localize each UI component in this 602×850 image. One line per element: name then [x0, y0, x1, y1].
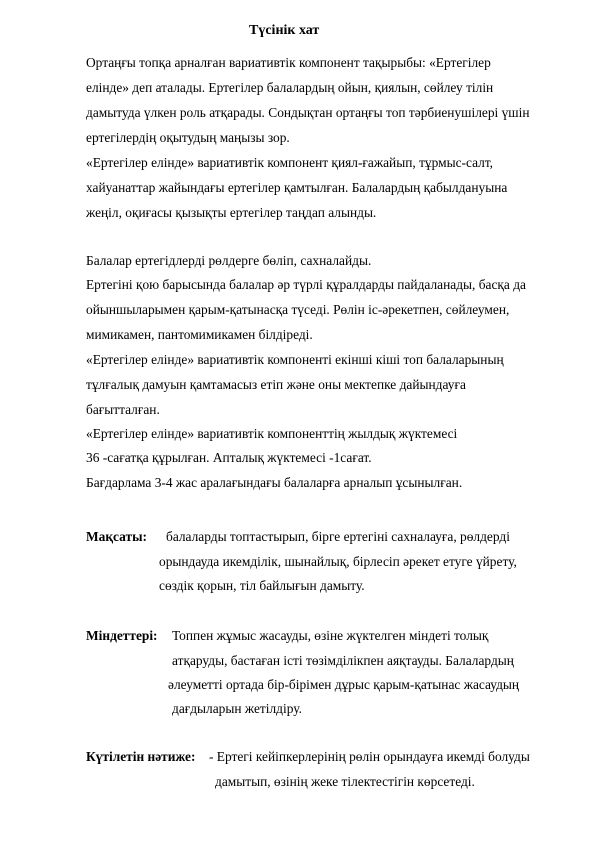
goal-line: балаларды топтастырып, бірге ертегіні сахналауға, рөлдерді — [166, 529, 510, 544]
intro-line: дамытуда үлкен роль атқарады. Сондықтан ортаңғы топ тәрбиенушілері үшін — [86, 105, 530, 120]
result-label: Күтілетін нәтиже: — [86, 749, 196, 764]
intro-line: Ортаңғы топқа арналған вариативтік компонент тақырыбы: «Ертегілер — [86, 55, 491, 70]
content-line: хайуанаттар жайындағы ертегілер қамтылған. Балалардың қабылдануына — [86, 180, 508, 195]
tasks-line: әлеуметті ортада бір-бірімен дұрыс қарым-қатынас жасаудың — [168, 677, 520, 692]
roles-line: мимикамен, пантомимикамен білдіреді. — [86, 327, 313, 342]
tasks-line: дағдыларын жетілдіру. — [172, 701, 302, 716]
roles-line: Бағдарлама 3-4 жас аралағындағы балаларға арналып ұсынылған. — [86, 475, 463, 490]
result-line: дамытып, өзінің жеке тілектестігін көрсетеді. — [215, 774, 475, 789]
goal-label: Мақсаты: — [86, 529, 147, 544]
roles-line: тұлғалық дамуын қамтамасыз етіп және оны мектепке дайындауға — [86, 377, 466, 392]
tasks-line: Топпен жұмыс жасауды, өзіне жүктелген міндеті толық — [172, 628, 489, 643]
roles-line: ойыншыларымен қарым-қатынасқа түседі. Рөлін іс-әрекетпен, сөйлеумен, — [86, 302, 510, 317]
roles-line: бағытталған. — [86, 402, 160, 417]
tasks-label: Міндеттері: — [86, 628, 158, 643]
goal-line: орындауда икемділік, шынайлық, бірлесіп әрекет етуге үйрету, — [159, 554, 517, 569]
roles-line: Балалар ертегідлерді рөлдерге бөліп, сахналайды. — [86, 253, 372, 268]
intro-line: ертегілердің оқытудың маңызы зор. — [86, 130, 290, 145]
roles-line: «Ертегілер елінде» вариативтік компоненттің жылдық жүктемесі — [86, 426, 458, 441]
content-line: жеңіл, оқиғасы қызықты ертегілер таңдап алынды. — [86, 205, 377, 220]
tasks-line: атқаруды, бастаған істі төзімділікпен аяқтауды. Балалардың — [172, 653, 514, 668]
intro-line: елінде» деп аталады. Ертегілер балалардың ойын, қиялын, сөйлеу тілін — [86, 80, 494, 95]
document-title: Түсінік хат — [249, 23, 320, 38]
goal-line: сөздік қорын, тіл байлығын дамыту. — [159, 578, 365, 593]
content-line: «Ертегілер елінде» вариативтік компонент қиял-ғажайып, тұрмыс-салт, — [86, 155, 494, 170]
roles-line: «Ертегілер елінде» вариативтік компоненті екінші кіші топ балаларының — [86, 352, 504, 367]
roles-line: 36 -сағатқа құрылған. Апталық жүктемесі -1сағат. — [86, 450, 372, 465]
roles-line: Ертегіні қою барысында балалар әр түрлі құралдарды пайдаланады, басқа да — [86, 277, 526, 292]
result-line: - Ертегі кейіпкерлерінің рөлін орындауға икемді болуды — [209, 749, 530, 764]
